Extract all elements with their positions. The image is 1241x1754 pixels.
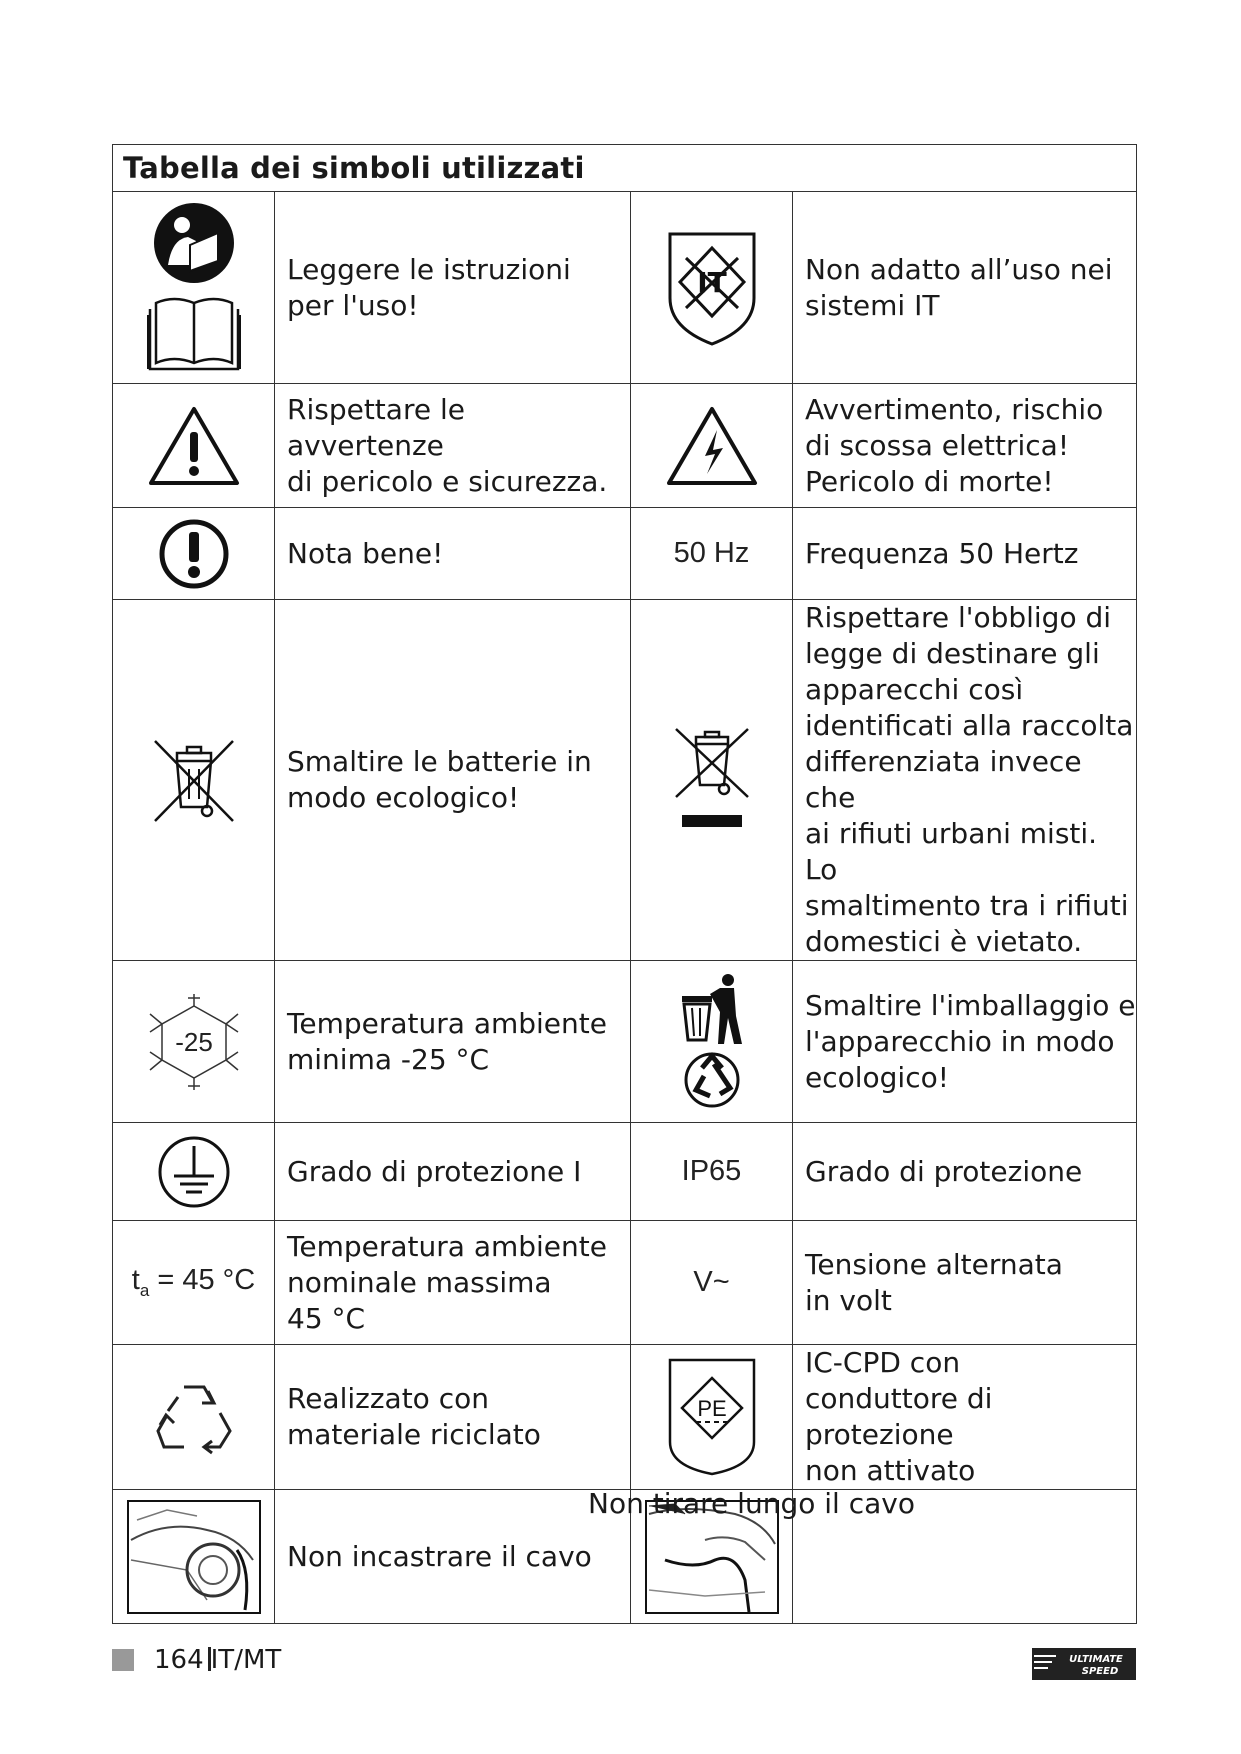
table-row bbox=[113, 1345, 1137, 1490]
frequency-text: Frequenza 50 Hertz bbox=[793, 508, 1137, 600]
ip-rating-text: Grado di protezione bbox=[793, 1123, 1137, 1221]
crossed-bin-weee-icon bbox=[631, 600, 793, 961]
svg-text:-25: -25 bbox=[174, 1026, 213, 1057]
dispose-recycle-icon bbox=[631, 961, 793, 1123]
ip-rating-symbol: IP65 bbox=[631, 1123, 793, 1221]
crossed-bin-battery-icon bbox=[113, 600, 275, 961]
max-temperature-text: Temperatura ambiente nominale massima 45 °C bbox=[275, 1221, 631, 1345]
not-for-it-systems-icon bbox=[631, 192, 793, 384]
protection-class-text: Grado di protezione I bbox=[275, 1123, 631, 1221]
table-row bbox=[113, 1123, 1137, 1221]
table-title: Tabella dei simboli utilizzati bbox=[113, 145, 1137, 192]
cable-pinch-text: Non incastrare il cavo bbox=[275, 1490, 631, 1624]
note-text: Nota bene! bbox=[275, 508, 631, 600]
batteries-text: Smaltire le batterie in modo ecologico! bbox=[275, 600, 631, 961]
warnings-text: Rispettare le avvertenze di pericolo e sicurezza. bbox=[275, 384, 631, 508]
symbols-table bbox=[112, 144, 1137, 1624]
note-exclamation-icon bbox=[113, 508, 275, 600]
protective-earth-icon bbox=[113, 1123, 275, 1221]
svg-text:SPEED: SPEED bbox=[1081, 1666, 1119, 1677]
cable-pinch-car-icon bbox=[113, 1490, 275, 1624]
table-row bbox=[113, 192, 1137, 384]
min-temperature-snowflake-icon bbox=[113, 961, 275, 1123]
ac-voltage-symbol: V~ bbox=[631, 1221, 793, 1345]
frequency-symbol: 50 Hz bbox=[631, 508, 793, 600]
ic-cpd-text: IC-CPD con conduttore di protezione non attivato bbox=[793, 1345, 1137, 1490]
svg-text:PE: PE bbox=[696, 1396, 727, 1421]
footer-square-icon bbox=[112, 1649, 134, 1671]
electric-shock-text: Avvertimento, rischio di scossa elettrica! Pericolo di morte! bbox=[793, 384, 1137, 508]
table-row bbox=[113, 961, 1137, 1123]
table-row bbox=[113, 384, 1137, 508]
min-temperature-text: Temperatura ambiente minima -25 °C bbox=[275, 961, 631, 1123]
language-code: IT/MT bbox=[210, 1645, 282, 1675]
read-instructions-text: Leggere le istruzioni per l'uso! bbox=[275, 192, 631, 384]
svg-text:ULTIMATE: ULTIMATE bbox=[1069, 1654, 1123, 1665]
read-manual-icon bbox=[113, 192, 275, 384]
table-row bbox=[113, 1221, 1137, 1345]
dispose-packaging-text: Smaltire l'imballaggio e l'apparecchio in modo ecologico! bbox=[793, 961, 1137, 1123]
max-temperature-symbol: $t_a = 45$ °C bbox=[113, 1221, 275, 1345]
page-number: 164 bbox=[154, 1645, 204, 1675]
cable-pull-text: Non tirare lungo il cavo bbox=[588, 1487, 915, 1520]
ac-voltage-text: Tensione alternata in volt bbox=[793, 1221, 1137, 1345]
warning-triangle-icon bbox=[113, 384, 275, 508]
ultimate-speed-logo bbox=[1032, 1648, 1136, 1680]
not-for-it-text: Non adatto all’uso nei sistemi IT bbox=[793, 192, 1137, 384]
recycled-material-text: Realizzato con materiale riciclato bbox=[275, 1345, 631, 1490]
svg-text:IT: IT bbox=[696, 265, 727, 299]
table-row bbox=[113, 600, 1137, 961]
electric-shock-icon bbox=[631, 384, 793, 508]
weee-text: Rispettare l'obbligo di legge di destinare gli apparecchi così identificati alla raccolta differenziata invece che ai rifiuti urbani misti. Lo smaltimento tra i rifiuti domestici è vietato. bbox=[793, 600, 1137, 961]
pe-not-activated-icon bbox=[631, 1345, 793, 1490]
recycled-material-icon bbox=[113, 1345, 275, 1490]
table-row bbox=[113, 508, 1137, 600]
